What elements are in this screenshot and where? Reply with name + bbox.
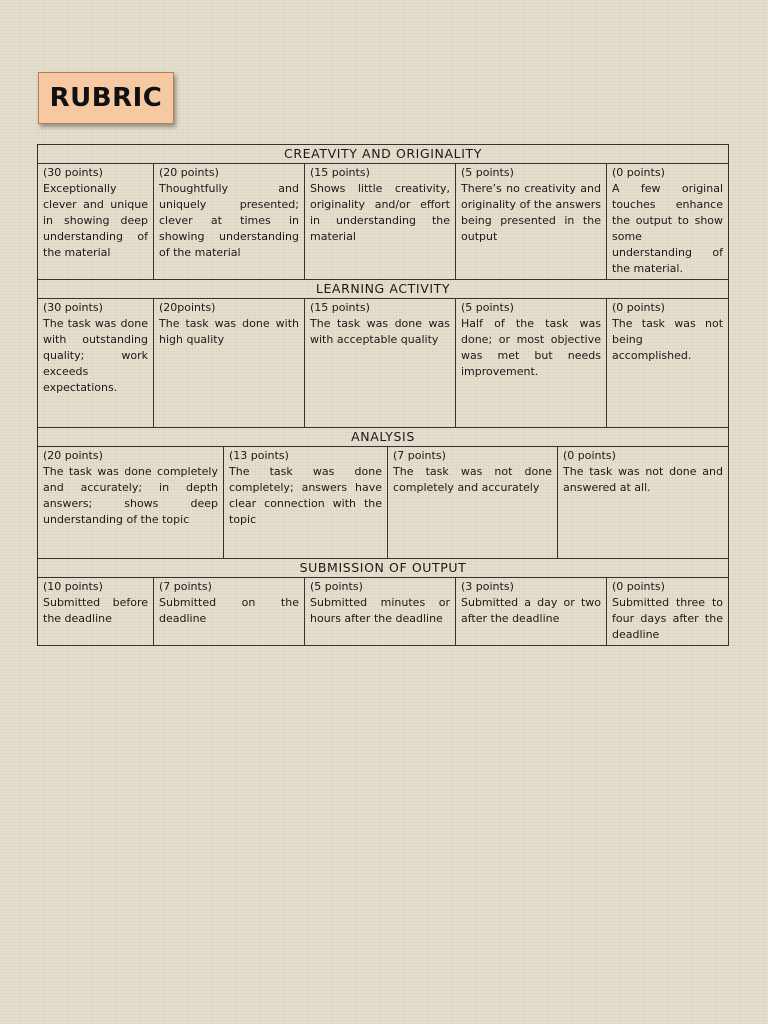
criteria-text: Exceptionally clever and unique in showing deep understanding of the material — [43, 182, 148, 259]
rubric-title: RUBRIC — [49, 83, 163, 113]
rubric-cell — [305, 164, 456, 280]
points-label: (0 points) — [612, 166, 665, 179]
criteria-text: Submitted a day or two after the deadline — [461, 596, 601, 625]
criteria-text: The task was done with outstanding quality; work exceeds expectations. — [43, 317, 148, 394]
criteria-text: The task was done was with acceptable quality — [310, 317, 450, 346]
criteria-text: A few original touches enhance the output to show some understanding of the material. — [612, 182, 724, 275]
section-creativity — [37, 144, 729, 280]
criteria-text: The task was not being accomplished. — [612, 317, 724, 362]
criteria-text: The task was done with high quality — [159, 317, 299, 346]
points-label: (10 points) — [43, 580, 103, 593]
points-label: (30 points) — [43, 301, 103, 314]
rubric-cell — [38, 299, 154, 428]
section-analysis — [37, 427, 729, 559]
rubric-cell — [154, 578, 305, 646]
criteria-text: Thoughtfully and uniquely presented; clever at times in showing understanding of the material — [159, 182, 299, 259]
criteria-text: Shows little creativity, originality and/or effort in understanding the material — [310, 182, 450, 243]
rubric-cell — [154, 164, 305, 280]
section-submission — [37, 558, 729, 646]
criteria-text: The task was not done and answered at all. — [563, 465, 723, 494]
rubric-cell — [456, 578, 607, 646]
criteria-text: The task was not done completely and accurately — [393, 465, 552, 494]
rubric-cell — [388, 447, 558, 559]
points-label: (0 points) — [612, 580, 665, 593]
points-label: (30 points) — [43, 166, 103, 179]
criteria-text: There’s no creativity and originality of the answers being presented in the output — [461, 182, 601, 243]
criteria-text: The task was done completely; answers have clear connection with the topic — [229, 465, 382, 526]
rubric-cell — [305, 299, 456, 428]
criteria-text: Half of the task was done; or most objective was met but needs improvement. — [461, 317, 601, 378]
section-heading: CREATVITY AND ORIGINALITY — [38, 145, 729, 164]
criteria-text: Submitted minutes or hours after the deadline — [310, 596, 450, 625]
section-heading: LEARNING ACTIVITY — [38, 280, 729, 299]
points-label: (20 points) — [159, 166, 219, 179]
points-label: (3 points) — [461, 580, 514, 593]
points-label: (15 points) — [310, 166, 370, 179]
points-label: (0 points) — [612, 301, 665, 314]
criteria-text: Submitted on the deadline — [159, 596, 299, 625]
section-heading: SUBMISSION OF OUTPUT — [38, 559, 729, 578]
rubric-cell — [607, 299, 729, 428]
rubric-title-box — [38, 72, 174, 124]
points-label: (5 points) — [310, 580, 363, 593]
points-label: (20 points) — [43, 449, 103, 462]
section-heading: ANALYSIS — [38, 428, 729, 447]
rubric-cell — [305, 578, 456, 646]
rubric-cell — [38, 164, 154, 280]
criteria-text: The task was done completely and accurately; in depth answers; shows deep understanding of the topic — [43, 465, 218, 526]
section-learning-activity — [37, 279, 729, 428]
points-label: (7 points) — [159, 580, 212, 593]
points-label: (20points) — [159, 301, 216, 314]
rubric-cell — [38, 447, 224, 559]
points-label: (7 points) — [393, 449, 446, 462]
rubric-cell — [558, 447, 729, 559]
points-label: (5 points) — [461, 301, 514, 314]
points-label: (0 points) — [563, 449, 616, 462]
criteria-text: Submitted three to four days after the deadline — [612, 596, 723, 641]
rubric-cell — [456, 164, 607, 280]
rubric-cell — [607, 578, 729, 646]
rubric-cell — [607, 164, 729, 280]
points-label: (15 points) — [310, 301, 370, 314]
rubric-cell — [224, 447, 388, 559]
rubric-cell — [456, 299, 607, 428]
rubric-cell — [38, 578, 154, 646]
rubric-table — [37, 144, 728, 646]
criteria-text: Submitted before the deadline — [43, 596, 148, 625]
points-label: (5 points) — [461, 166, 514, 179]
rubric-cell — [154, 299, 305, 428]
points-label: (13 points) — [229, 449, 289, 462]
